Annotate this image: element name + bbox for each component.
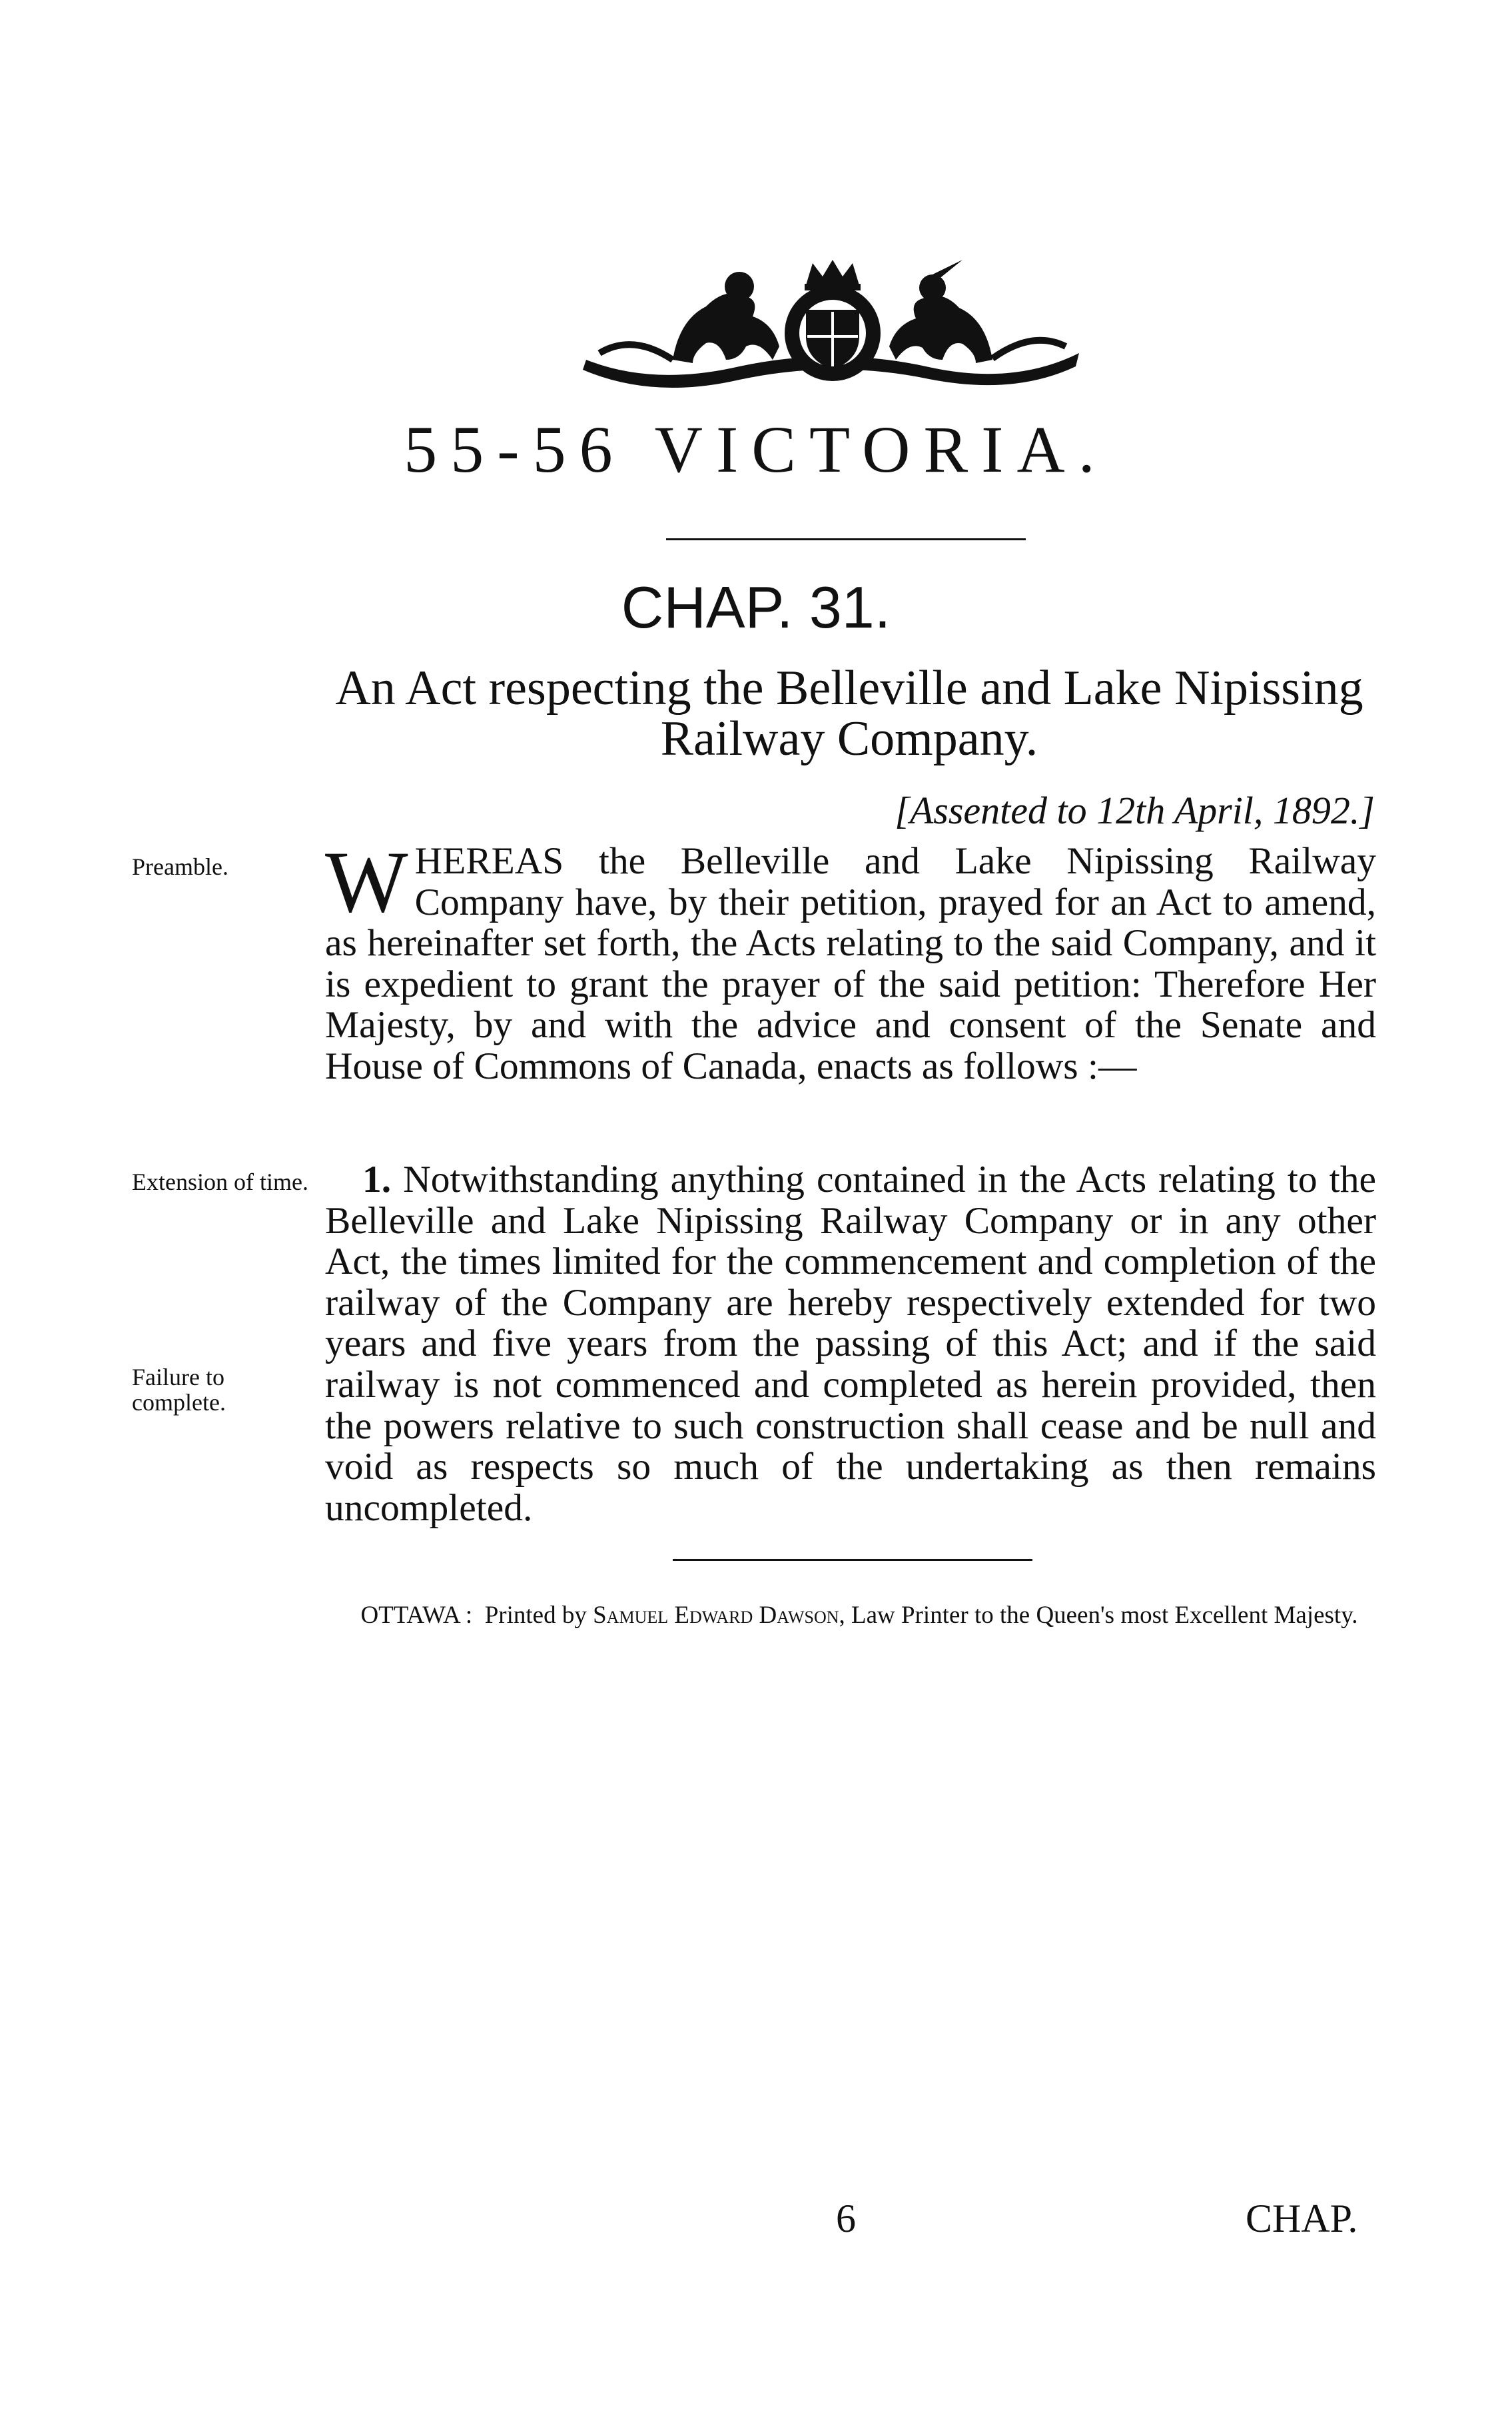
imprint-rule [673,1559,1032,1561]
assent-date: [Assented to 12th April, 1892.] [895,789,1375,832]
section-number: 1. [362,1159,392,1201]
margin-note-failure: Failure to complete. [132,1364,226,1416]
margin-note-extension: Extension of time. [132,1169,308,1195]
act-title: An Act respecting the Belleville and Lake Nipissing Railway Company. [335,661,1363,766]
drop-cap: W [325,833,408,931]
margin-note-preamble: Preamble. [132,853,228,880]
page-number: 6 [836,2196,856,2240]
imprint-printer-name: Samuel Edward Dawson, [593,1602,845,1629]
royal-coat-of-arms-icon [573,260,1092,400]
imprint-printed-by: Printed by [484,1602,587,1629]
chapter-heading: CHAP. 31. [621,574,891,640]
printer-imprint [346,1602,1372,1629]
imprint-rest: Law Printer to the Queen's most Excellent Majesty. [851,1602,1358,1629]
header-rule [666,538,1026,540]
catchword: CHAP. [1246,2196,1358,2240]
section-1-text: Notwithstanding anything contained in the Acts relating to the Belleville and Lake Nipissing Railway Company or in any other Act, the times limited for the commencement and completion of the railway of the Company are hereby respectively extended for two years and five years from the passing of this Act; and if the said railway is not commenced and completed as herein provided, then the powers relative to such construction shall cease and be null and void as respects so much of the undertaking as then remains uncompleted. [325,1159,1376,1529]
regnal-year-heading: 55-56 VICTORIA. [404,412,1108,486]
preamble-text: HEREAS the Belleville and Lake Nipissing Railway Company have, by their petition, prayed for an Act to amend, as hereinafter set forth, the Acts relating to the said Company, and it is expedient to grant the prayer of the said petition: Therefore Her Majesty, by and with the advice and consent of the Senate and House of Commons of Canada, enacts as follows :— [325,840,1376,1087]
preamble-paragraph [325,833,1376,1087]
section-1-paragraph [325,1159,1376,1528]
imprint-place: OTTAWA : [360,1602,473,1629]
